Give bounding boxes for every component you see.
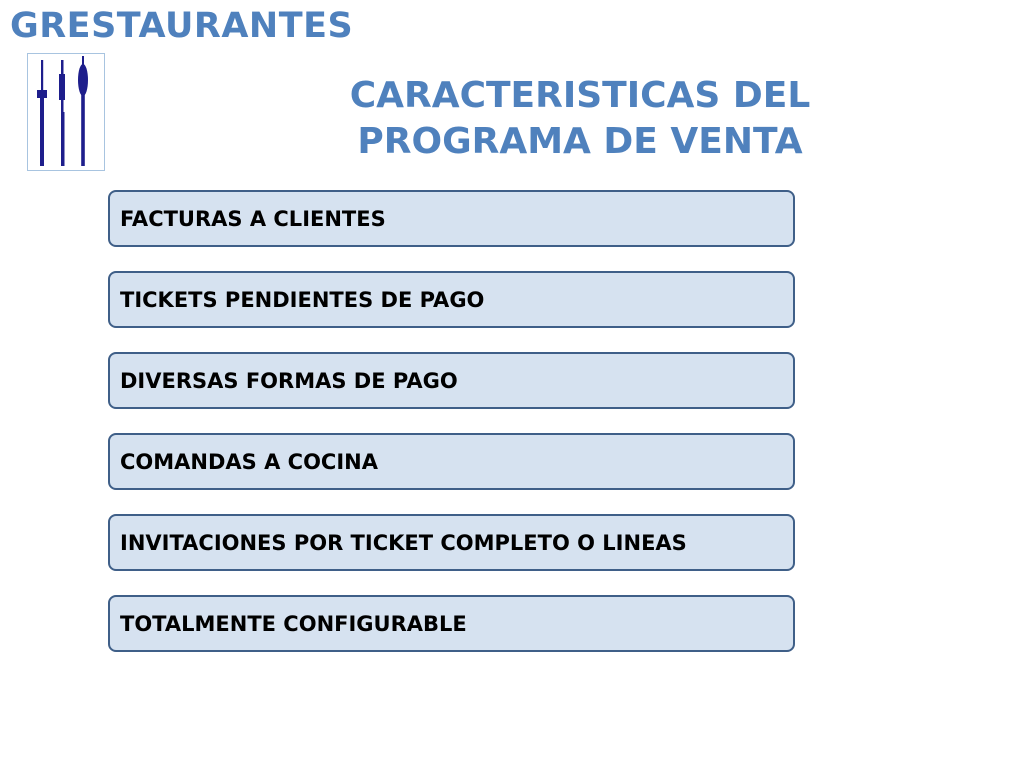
feature-label: INVITACIONES POR TICKET COMPLETO O LINEAS (120, 530, 687, 555)
feature-box-comandas (108, 433, 795, 490)
feature-label: TOTALMENTE CONFIGURABLE (120, 611, 467, 636)
feature-box-invitaciones (108, 514, 795, 571)
cutlery-logo-icon (27, 53, 105, 171)
feature-box-facturas (108, 190, 795, 247)
feature-label: DIVERSAS FORMAS DE PAGO (120, 368, 458, 393)
feature-list (108, 190, 795, 676)
feature-label: FACTURAS A CLIENTES (120, 206, 386, 231)
title-line-2: PROGRAMA DE VENTA (357, 121, 803, 162)
feature-box-tickets-pendientes (108, 271, 795, 328)
feature-label: TICKETS PENDIENTES DE PAGO (120, 287, 485, 312)
title-line-1: CARACTERISTICAS DEL (349, 75, 811, 116)
feature-box-formas-de-pago (108, 352, 795, 409)
feature-label: COMANDAS A COCINA (120, 449, 378, 474)
feature-box-configurable (108, 595, 795, 652)
brand-title: GRESTAURANTES (10, 6, 354, 46)
slide-title (330, 73, 830, 165)
